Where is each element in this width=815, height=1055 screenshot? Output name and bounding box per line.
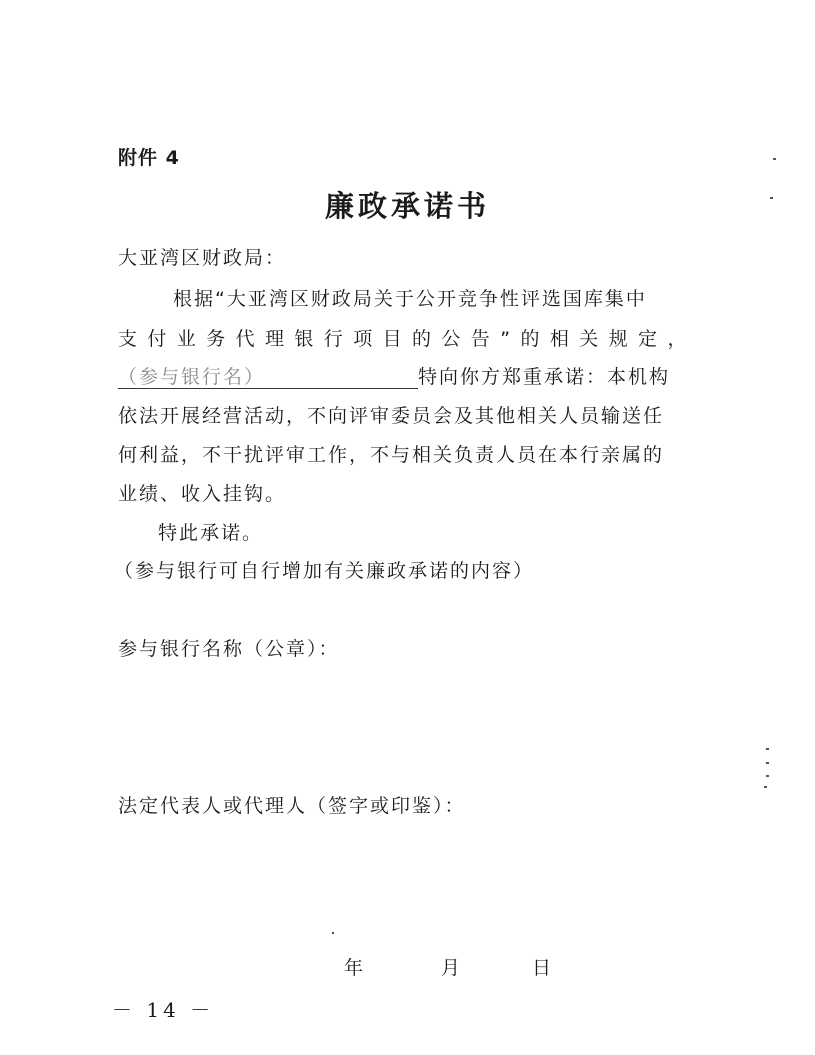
paragraph-line-3-rest: 特向你方郑重承诺：本机构: [418, 366, 671, 388]
date-month: 月: [441, 957, 461, 979]
paragraph-line-5: 何利益，不干扰评审工作，不与相关负责人员在本行亲属的: [118, 444, 665, 466]
bank-name-blank: （参与银行名）: [118, 368, 418, 389]
scan-speck: [770, 197, 773, 199]
note-text: （参与银行可自行增加有关廉政承诺的内容）: [114, 560, 535, 582]
attachment-label: 附件 4: [118, 147, 180, 169]
scan-speck: [764, 786, 767, 788]
scan-speck: [773, 158, 776, 160]
scan-speck: [766, 775, 769, 777]
paragraph-line-2: 支付业务代理银行项目的公告”的相关规定，: [118, 328, 697, 350]
date-year: 年: [344, 957, 364, 979]
paragraph-line-3: [118, 368, 670, 389]
paragraph-line-6: 业绩、收入挂钩。: [118, 483, 287, 505]
page-number: － 14 －: [112, 998, 215, 1022]
bank-name-label: 参与银行名称（公章）：: [118, 638, 340, 660]
addressee: 大亚湾区财政局：: [118, 247, 287, 269]
closing-text: 特此承诺。: [158, 522, 264, 544]
document-title: 廉政承诺书: [324, 189, 490, 223]
scan-speck: [766, 748, 769, 750]
paragraph-line-4: 依法开展经营活动，不向评审委员会及其他相关人员输送任: [118, 405, 665, 427]
scan-speck: [332, 932, 334, 934]
representative-label: 法定代表人或代理人（签字或印鉴）：: [118, 795, 466, 817]
paragraph-line-1: 根据“大亚湾区财政局关于公开竞争性评选国库集中: [173, 288, 647, 310]
scan-speck: [766, 762, 769, 764]
date-day: 日: [532, 957, 552, 979]
